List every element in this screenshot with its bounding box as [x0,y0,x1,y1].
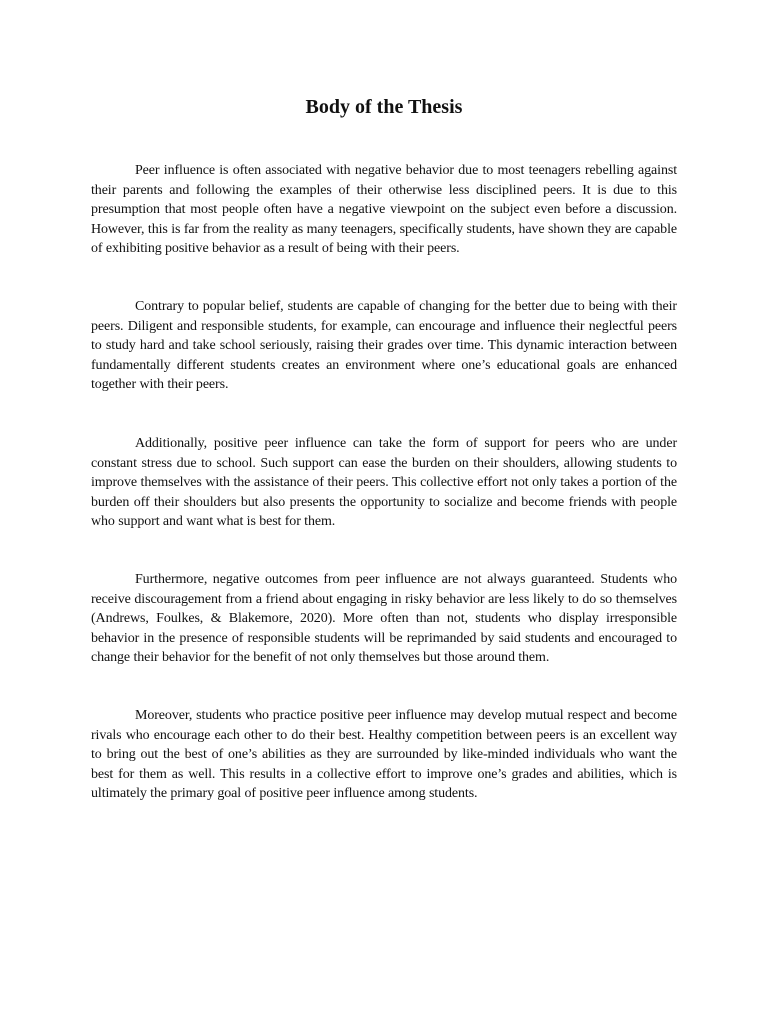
body-paragraph-5: Moreover, students who practice positive peer influence may develop mutual respect and become rivals who encourage each other to do their best. Healthy competition between peers is an excellent way to bring out the best of one’s abilities as they are surrounded by like-minded individuals who want the best for them as well. This results in a collective effort to improve one’s grades and abilities, which is ultimately the primary goal of positive peer influence among students. [91,708,677,802]
body-paragraph-1: Peer influence is often associated with negative behavior due to most teenagers rebelling against their parents and following the examples of their otherwise less disciplined peers. It is due to this presumption that most people often have a negative viewpoint on the subject even before a discussion. However, this is far from the reality as many teenagers, specifically students, have shown they are capable of exhibiting positive behavior as a result of being with their peers. [91,163,677,257]
document-title: Body of the Thesis [305,96,463,118]
body-paragraph-3: Additionally, positive peer influence can take the form of support for peers who are under constant stress due to school. Such support can ease the burden on their shoulders, allowing students to improve themselves with the assistance of their peers. This collective effort not only takes a portion of the burden off their shoulders but also presents the opportunity to socialize and become friends with people who support and want what is best for them. [91,436,677,530]
body-paragraph-2: Contrary to popular belief, students are capable of changing for the better due to being with their peers. Diligent and responsible students, for example, can encourage and influence their neglectful peers to study hard and take school seriously, raising their grades over time. This dynamic interaction between fundamentally different students creates an environment where one’s educational goals are enhanced together with their peers. [91,299,677,393]
body-paragraph-4: Furthermore, negative outcomes from peer influence are not always guaranteed. Students who receive discouragement from a friend about engaging in risky behavior are less likely to do so themselves (Andrews, Foulkes, & Blakemore, 2020). More often than not, students who display irresponsible behavior in the presence of responsible students will be reprimanded by said students and encouraged to change their behavior for the benefit of not only themselves but those around them. [91,572,677,666]
